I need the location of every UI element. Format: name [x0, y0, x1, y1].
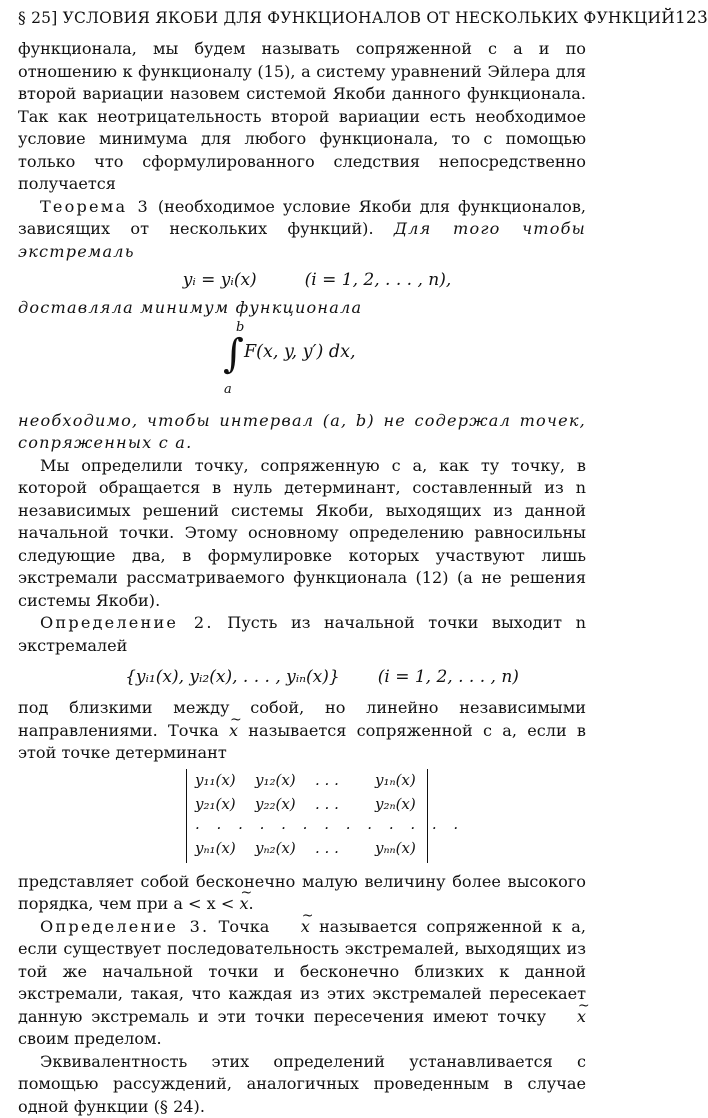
definition-3: [18, 916, 586, 1051]
formula-integral: [18, 320, 586, 410]
det-cell: y₁₁(x): [195, 771, 255, 789]
theorem-text: (необходимое условие Якоби для функционалов, зависящих от нескольких функций).: [18, 197, 586, 239]
det-cell: . . .: [315, 795, 375, 813]
x-tilde: ~ x: [555, 1006, 586, 1029]
x-tilde: ~ x: [279, 916, 310, 939]
definition-2: [18, 612, 586, 657]
integral-body: F(x, y, y′) dx,: [244, 342, 356, 362]
paragraph-4-start: представляет собой бесконечно малую величину более высокого порядка, чем при a < x <: [18, 872, 586, 914]
det-cell: y₂₂(x): [255, 795, 315, 813]
integral-sign-icon: ∫: [223, 334, 244, 374]
det-cell: y₂ₙ(x): [375, 795, 435, 813]
det-cell: y₁₂(x): [255, 771, 315, 789]
formula-family-right: (i = 1, 2, . . . , n): [378, 667, 519, 687]
determinant-dots-row: . . . . . . . . . . . . .: [195, 815, 464, 833]
page-number: 123: [675, 8, 708, 28]
det-cell: yₙₙ(x): [375, 839, 435, 857]
formula-extremal: [18, 263, 586, 297]
paragraph-2: Мы определили точку, сопряженную с a, как ту точку, в которой обращается в нуль детерминант, составленный из n независимых решений системы Якоби, выходящих из данной начальной точки. Этому основному определению равносильны следующие два, в формулировке которых участвуют лишь экстремали рассматриваемого функционала (12) (а не решения системы Якоби).: [18, 455, 586, 613]
theorem-italic-2: доставляла минимум функционала: [18, 297, 586, 320]
paragraph-3-end: называется сопряженной с a, если в этой точке детерминант: [18, 721, 586, 763]
x-tilde: ~ x: [239, 893, 248, 916]
det-cell: . . .: [315, 839, 375, 857]
paragraph-3: [18, 697, 586, 765]
paragraph-3-start: под близкими между собой, но линейно независимыми направлениями. Точка: [18, 698, 586, 740]
det-cell: yₙ₂(x): [255, 839, 315, 857]
theorem-italic-3: необходимо, чтобы интервал (a, b) не содержал точек, сопряженных с a.: [18, 410, 586, 455]
paragraph-1: функционала, мы будем называть сопряженной с a и по отношению к функционалу (15), а систему уравнений Эйлера для второй вариации назовем системой Якоби данного функционала. Так как неотрицательность второй вариации есть необходимое условие минимума для любого функционала, то с помощью только что сформулированного следствия непосредственно получается: [18, 38, 586, 196]
definition-2-text: Пусть из начальной точки выходит n экстремалей: [18, 613, 586, 655]
theorem-3: [18, 196, 586, 264]
definition-3-text-a: Точка: [209, 917, 278, 936]
definition-3-text-b: называется сопряженной к a, если существует последовательность экстремалей, выходящих из той же начальной точки и бесконечно близких к данной экстремали, такая, что каждая из этих экстремалей пересекает данную экстремаль и эти точки пересечения имеют точку: [18, 917, 586, 1026]
formula-family-left: {yᵢ₁(x), yᵢ₂(x), . . . , yᵢₙ(x)}: [125, 667, 340, 687]
det-cell: yₙ₁(x): [195, 839, 255, 857]
integral-upper-limit: b: [236, 320, 244, 335]
determinant: [18, 769, 586, 865]
det-cell: . . .: [315, 771, 375, 789]
integral-lower-limit: a: [224, 382, 232, 397]
det-cell: y₂₁(x): [195, 795, 255, 813]
book-page: [18, 8, 586, 1118]
formula-extremal-left: yᵢ = yᵢ(x): [183, 270, 257, 290]
paragraph-5: Эквивалентность этих определений устанавливается с помощью рассуждений, аналогичных проведенным в случае одной функции (§ 24).: [18, 1051, 586, 1118]
theorem-italic: Для того чтобы экстремаль: [18, 219, 586, 261]
definition-2-label: Определение 2.: [40, 613, 214, 632]
determinant-row-2: [195, 795, 435, 813]
determinant-row-1: [195, 771, 435, 789]
determinant-row-n: [195, 839, 435, 857]
definition-3-label: Определение 3.: [40, 917, 209, 936]
x-tilde: ~ x: [229, 720, 238, 743]
running-header: [18, 8, 586, 38]
formula-extremal-right: (i = 1, 2, . . . , n),: [305, 270, 452, 290]
paragraph-4-end: .: [249, 894, 254, 913]
section-title: § 25] УСЛОВИЯ ЯКОБИ ДЛЯ ФУНКЦИОНАЛОВ ОТ НЕСКОЛЬКИХ ФУНКЦИЙ: [18, 9, 675, 27]
definition-3-text-c: своим пределом.: [18, 1029, 162, 1048]
det-cell: y₁ₙ(x): [375, 771, 435, 789]
determinant-matrix: [186, 769, 428, 863]
theorem-label: Теорема 3: [40, 197, 150, 216]
formula-extremal-family: [18, 657, 586, 697]
